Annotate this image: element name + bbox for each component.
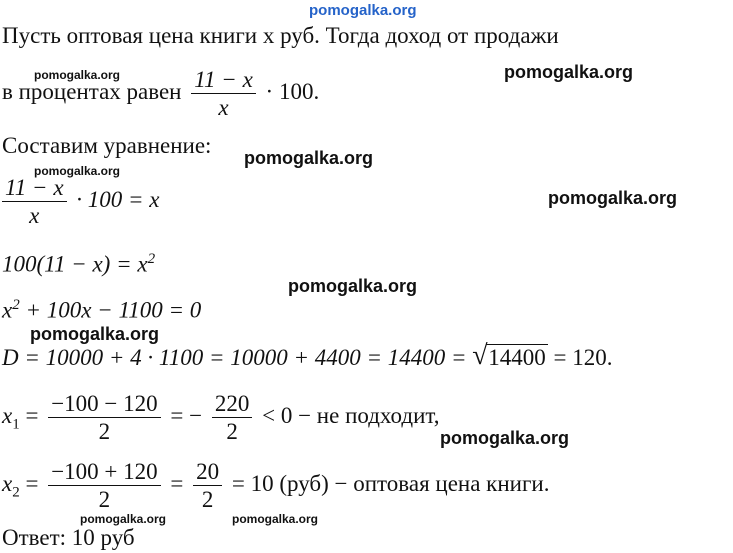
watermark: pomogalka.org [80, 512, 167, 526]
equation-4-left: D = 10000 + 4 · 1100 = 10000 + 4400 = 14400 = [2, 345, 467, 370]
fraction-denominator: 2 [226, 419, 238, 444]
variable: x [2, 402, 13, 428]
fraction-denominator: x [29, 203, 40, 228]
equation-3 [2, 298, 201, 322]
watermark: pomogalka.org [34, 164, 121, 178]
fraction-numerator: 11 − x [2, 176, 67, 202]
line2-prefix: в процентах равен [2, 78, 182, 104]
fraction-numerator: −100 − 120 [48, 392, 160, 418]
answer-line: Ответ: 10 руб [2, 525, 135, 550]
equation-2 [2, 252, 155, 276]
fraction [2, 176, 67, 227]
watermark: pomogalka.org [244, 148, 374, 168]
equation-1-rest: · 100 = x [76, 186, 160, 212]
watermark: pomogalka.org [232, 512, 319, 526]
equation-6-rest: = 10 (руб) − оптовая цена книги. [231, 470, 550, 496]
subscript: 2 [12, 484, 20, 501]
fraction-denominator: 2 [201, 487, 214, 512]
variable: x [2, 470, 13, 496]
watermark: pomogalka.org [30, 324, 160, 344]
exponent: 2 [147, 251, 156, 267]
fraction-numerator: 20 [193, 460, 222, 486]
text-line-3: Составим уравнение: [2, 133, 212, 158]
fraction-denominator: 2 [98, 487, 111, 512]
text-line-1: Пусть оптовая цена книги x руб. Тогда доход от продажи [2, 23, 559, 48]
fraction [48, 392, 160, 443]
equation-1 [2, 176, 160, 227]
watermark: pomogalka.org [440, 428, 570, 448]
fraction-numerator: −100 + 120 [48, 460, 160, 486]
equation-3-var: x [2, 297, 13, 323]
fraction-denominator: x [218, 95, 229, 120]
line2-suffix: · 100. [265, 78, 320, 104]
equation-5-mid: = − [170, 402, 203, 428]
exponent: 2 [12, 297, 20, 313]
fraction [48, 460, 160, 511]
radical-sign-icon: √ [472, 340, 488, 371]
fraction [191, 68, 256, 119]
watermark-top: pomogalka.org [309, 2, 417, 19]
fraction-denominator: 2 [98, 419, 111, 444]
equation-3-rest: + 100x − 1100 = 0 [25, 297, 202, 323]
equation-6: $x_2$ = $\frac{-100 + 120}{2}$ = $\frac{20}{2}$ = 10 (руб) − оптовая цена книги. [2, 459, 550, 512]
equation-5: $x_1$ = $\frac{-100 - 120}{2}$ = − $\frac{220}{2}$ < 0 − не подходит, [2, 391, 440, 444]
fraction-numerator: 220 [212, 392, 253, 418]
radicand: 14400 [488, 345, 546, 370]
fraction [193, 460, 222, 511]
equation-5-rest: < 0 − не подходит, [262, 402, 440, 428]
fraction [212, 392, 253, 443]
watermark: pomogalka.org [504, 62, 634, 82]
square-root [472, 340, 548, 371]
equation-4 [2, 340, 613, 371]
equation-2-left: 100(11 − x) = x [2, 251, 148, 277]
watermark: pomogalka.org [548, 188, 678, 208]
text-line-2 [2, 68, 319, 119]
fraction-numerator: 11 − x [191, 68, 256, 94]
subscript: 1 [12, 416, 20, 433]
watermark: pomogalka.org [288, 276, 418, 296]
equation-4-right: = 120. [553, 345, 613, 370]
watermark: pomogalka.org [34, 68, 121, 82]
